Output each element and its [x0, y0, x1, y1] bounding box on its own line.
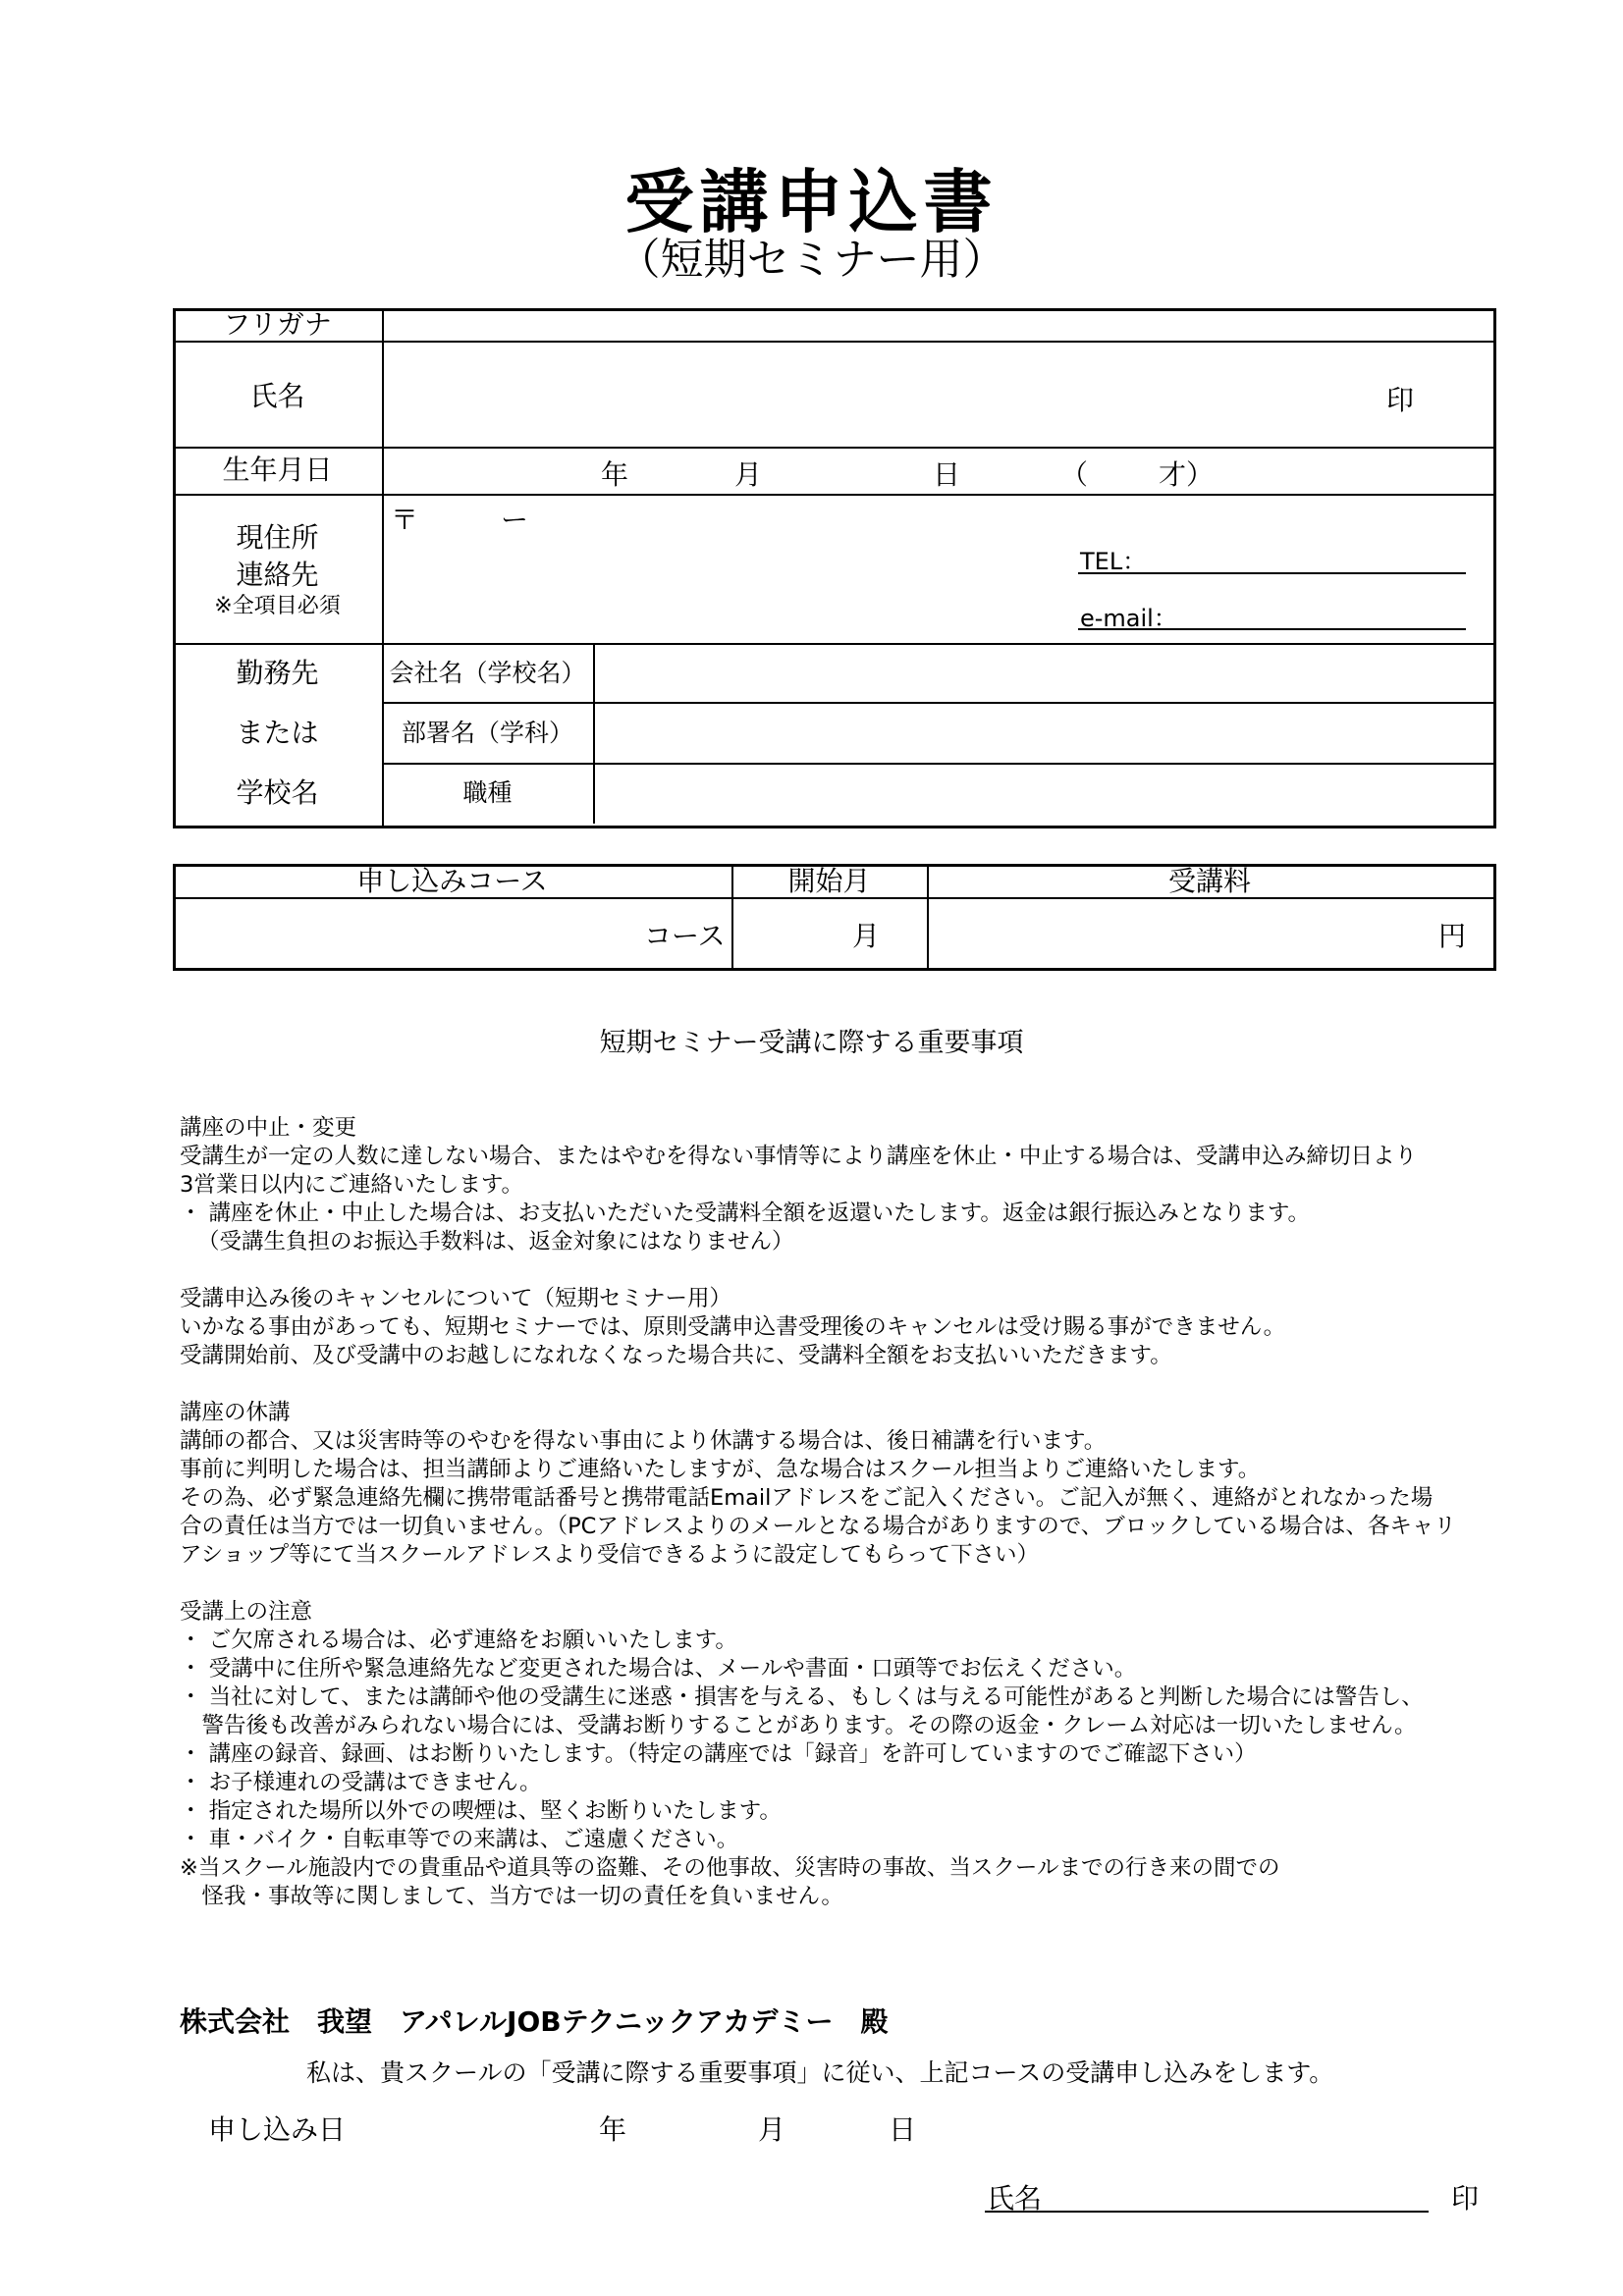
note-line: 講師の都合、又は災害時等のやむを得ない事由により休講する場合は、後日補講を行います。: [180, 1428, 1107, 1454]
note-line: 講座の休講: [180, 1400, 291, 1425]
school-label: 学校名: [236, 776, 319, 809]
agreement-statement: 私は、貴スクールの「受講に際する重要事項」に従い、上記コースの受講申し込みをします。: [306, 2058, 1334, 2087]
furigana-label: フリガナ: [223, 308, 332, 341]
note-line: 3営業日以内にご連絡いたします。: [180, 1172, 524, 1198]
job-label: 職種: [462, 778, 513, 807]
birthdate-label: 生年月日: [222, 454, 333, 486]
note-line: ・ 車・バイク・自転車等での来講は、ご遠慮ください。: [180, 1827, 739, 1852]
important-notes: [180, 1114, 1486, 1911]
birth-year-unit: 年: [601, 458, 629, 491]
note-line: ・ 講座の録音、録画、はお断りいたします。（特定の講座では「録音」を許可していますのでご確認下さい）: [180, 1741, 1257, 1767]
notes-heading: 短期セミナー受講に際する重要事項: [599, 1028, 1024, 1058]
furigana-input[interactable]: [385, 310, 1489, 340]
address-label: 現住所: [236, 521, 319, 554]
fee-input[interactable]: [930, 900, 1431, 963]
course-suffix: コース: [644, 920, 726, 952]
note-line: いかなる事由があっても、短期セミナーでは、原則受講申込書受理後のキャンセルは受け賜る事ができません。: [180, 1314, 1286, 1340]
postal-mark: 〒: [391, 504, 419, 536]
company-label: 会社名（学校名）: [389, 659, 586, 687]
postal-dash: ー: [501, 504, 529, 536]
birth-day-unit: 日: [933, 458, 961, 491]
note-line: （受講生負担のお振込手数料は、返金対象にはなりません）: [197, 1229, 794, 1255]
name-seal: 印: [1386, 384, 1415, 416]
month-suffix: 月: [852, 920, 881, 952]
yen-suffix: 円: [1438, 920, 1467, 952]
email-input[interactable]: [1078, 628, 1466, 630]
note-line: 怪我・事故等に関しまして、当方では一切の責任を負いません。: [180, 1884, 843, 1909]
note-line: 合の責任は当方では一切負いません。（PCアドレスよりのメールとなる場合がありますので、ブロックしている場合は、各キャリ: [180, 1514, 1456, 1539]
page-title: 受講申込書: [624, 162, 999, 242]
name-input[interactable]: [385, 344, 1386, 445]
note-line: 受講生が一定の人数に達しない場合、またはやむを得ない事情等により講座を休止・中止する場合は、受講申込み締切日より: [180, 1144, 1418, 1169]
note-line: その為、必ず緊急連絡先欄に携帯電話番号と携帯電話Emailアドレスをご記入ください。ご記入が無く、連絡がとれなかった場: [180, 1485, 1434, 1511]
contact-label: 連絡先: [236, 559, 319, 591]
workplace-label: 勤務先: [236, 657, 319, 689]
note-line: 受講上の注意: [180, 1599, 313, 1625]
course-input[interactable]: [177, 900, 628, 963]
course-header: 申し込みコース: [356, 865, 548, 897]
address-required-note: ※全項目必須: [214, 594, 341, 618]
department-input[interactable]: [596, 705, 1489, 761]
page-subtitle: （短期セミナー用）: [617, 235, 1006, 285]
note-line: 講座の中止・変更: [180, 1115, 357, 1141]
signature-seal: 印: [1451, 2182, 1480, 2215]
start-month-header: 開始月: [787, 865, 871, 897]
note-line: 警告後も改善がみられない場合には、受講お断りすることがあります。その際の返金・クレーム対応は一切いたしません。: [180, 1713, 1417, 1738]
note-line: ・ ご欠席される場合は、必ず連絡をお願いいたします。: [180, 1628, 737, 1653]
age-unit: 才）: [1159, 458, 1215, 491]
date-year-unit: 年: [599, 2113, 627, 2146]
or-label: または: [236, 717, 319, 749]
department-label: 部署名（学科）: [401, 719, 573, 747]
note-line: ・ 受講中に住所や緊急連絡先など変更された場合は、メールや書面・口頭等でお伝えください。: [180, 1656, 1137, 1682]
note-line: ・ 講座を休止・中止した場合は、お支払いただいた受講料全額を返還いたします。返金は銀行振込みとなります。: [180, 1201, 1311, 1226]
age-open-paren: （: [1060, 458, 1089, 491]
company-input[interactable]: [596, 646, 1489, 700]
note-line: 事前に判明した場合は、担当講師よりご連絡いたしますが、急な場合はスクール担当よりご連絡いたします。: [180, 1457, 1261, 1482]
note-line: 受講申込み後のキャンセルについて（短期セミナー用）: [180, 1286, 732, 1311]
date-month-unit: 月: [758, 2113, 786, 2146]
email-label: e-mail：: [1080, 605, 1177, 632]
note-line: 受講開始前、及び受講中のお越しになれなくなった場合共に、受講料全額をお支払いいただきます。: [180, 1343, 1172, 1368]
date-day-unit: 日: [889, 2113, 917, 2146]
company-name: 株式会社 我望 アパレルJOBテクニックアカデミー 殿: [180, 2005, 889, 2038]
fee-header: 受講料: [1167, 865, 1251, 897]
name-label: 氏名: [249, 380, 305, 412]
birth-month-unit: 月: [734, 458, 763, 491]
tel-input[interactable]: [1078, 572, 1466, 574]
note-line: ・ 指定された場所以外での喫煙は、堅くお断りいたします。: [180, 1798, 782, 1824]
note-line: アショップ等にて当スクールアドレスより受信できるように設定してもらって下さい）: [180, 1542, 1040, 1568]
signature-input[interactable]: [985, 2211, 1429, 2213]
signature-name-label: 氏名: [987, 2182, 1043, 2215]
start-month-input[interactable]: [734, 900, 847, 963]
tel-label: TEL：: [1080, 548, 1147, 575]
note-line: ・ 当社に対して、または講師や他の受講生に迷惑・損害を与える、もしくは与える可能性があると判断した場合には警告し、: [180, 1684, 1424, 1710]
job-input[interactable]: [596, 766, 1489, 821]
note-line: ・ お子様連れの受講はできません。: [180, 1770, 542, 1795]
application-date-label: 申し込み日: [208, 2113, 347, 2146]
note-line: ※当スクール施設内での貴重品や道具等の盗難、その他事故、災害時の事故、当スクールまでの行き来の間での: [180, 1855, 1280, 1881]
